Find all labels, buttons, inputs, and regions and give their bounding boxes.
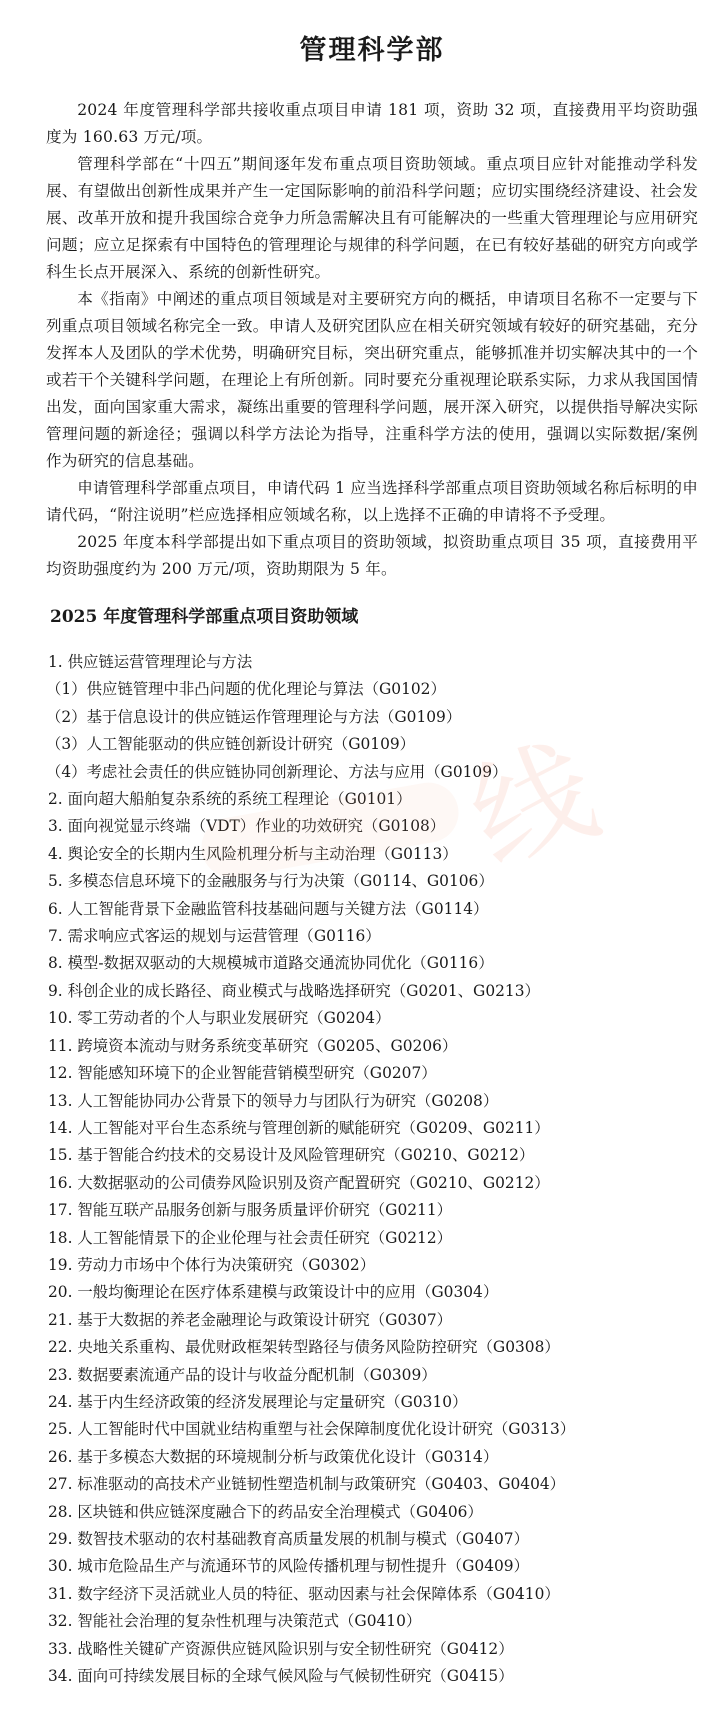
list-item: 10. 零工劳动者的个人与职业发展研究（G0204）	[48, 1009, 391, 1028]
list-item: 15. 基于智能合约技术的交易设计及风险管理研究（G0210、G0212）	[48, 1146, 535, 1165]
section-title: 2025 年度管理科学部重点项目资助领域	[50, 607, 359, 627]
list-item: 30. 城市危险品生产与流通环节的风险传播机理与韧性提升（G0409）	[48, 1557, 529, 1576]
list-item: 8. 模型-数据双驱动的大规模城市道路交通流协同优化（G0116）	[48, 954, 494, 973]
list-item: 23. 数据要素流通产品的设计与收益分配机制（G0309）	[48, 1365, 437, 1384]
list-item: 3. 面向视觉显示终端（VDT）作业的功效研究（G0108）	[48, 817, 446, 836]
list-item: 19. 劳动力市场中个体行为决策研究（G0302）	[48, 1255, 376, 1274]
list-item: 2. 面向超大船舶复杂系统的系统工程理论（G0101）	[48, 790, 412, 809]
list-item: 25. 人工智能时代中国就业结构重塑与社会保障制度优化设计研究（G0313）	[48, 1420, 576, 1439]
list-item: 4. 舆论安全的长期内生风险机理分析与主动治理（G0113）	[48, 844, 458, 863]
funding-areas-list	[46, 649, 698, 1690]
list-item: 29. 数智技术驱动的农村基础教育高质量发展的机制与模式（G0407）	[48, 1530, 529, 1548]
paragraph-3: 本《指南》中阐述的重点项目领域是对主要研究方向的概括，申请项目名称不一定要与下列重点项目领域名称完全一致。申请人及研究团队应在相关研究领域有较好的研究基础，充分发挥本人及团队的学术优势，明确研究目标，突出研究重点，能够抓准并切实解决其中的一个或若干个关键科学问题，在理论上有所创新。同时要充分重视理论联系实际，力求从我国国情出发，面向国家重大需求，凝练出重要的管理科学问题，展开深入研究，以提供指导解决实际管理问题的新途径；强调以科学方法论为指导，注重科学方法的使用，强调以实际数据/案例作为研究的信息基础。	[46, 290, 698, 470]
paragraph-4: 申请管理科学部重点项目，申请代码 1 应当选择科学部重点项目资助领域名称后标明的申请代码，“附注说明”栏应选择相应领域名称，以上选择不正确的申请将不予受理。	[46, 479, 698, 524]
list-item: 7. 需求响应式客运的规划与运营管理（G0116）	[48, 927, 381, 946]
list-item: 16. 大数据驱动的公司债券风险识别及资产配置研究（G0210、G0212）	[48, 1173, 550, 1192]
list-item: 33. 战略性关键矿产资源供应链风险识别与安全韧性研究（G0412）	[48, 1639, 514, 1658]
page-title: 管理科学部	[299, 35, 445, 66]
paragraph-2: 管理科学部在“十四五”期间逐年发布重点项目资助领域。重点项目应针对能推动学科发展、有望做出创新性成果并产生一定国际影响的前沿科学问题；应切实围绕经济建设、社会发展、改革开放和提升我国综合竞争力所急需解决且有可能解决的一些重大管理理论与应用研究问题；应立足探索有中国特色的管理理论与规律的科学问题，在已有较好基础的研究方向或学科生长点开展深入、系统的创新性研究。	[46, 155, 698, 281]
paragraph-1: 2024 年度管理科学部共接收重点项目申请 181 项，资助 32 项，直接费用平均资助强度为 160.63 万元/项。	[46, 101, 698, 146]
list-item: 12. 智能感知环境下的企业智能营销模型研究（G0207）	[48, 1064, 437, 1083]
list-item: 26. 基于多模态大数据的环境规制分析与政策优化设计（G0314）	[48, 1447, 499, 1466]
list-item: 17. 智能互联产品服务创新与服务质量评价研究（G0211）	[48, 1201, 453, 1220]
list-item: （3）人工智能驱动的供应链创新设计研究（G0109）	[46, 735, 416, 754]
list-item: 32. 智能社会治理的复杂性机理与决策范式（G0410）	[48, 1612, 422, 1631]
list-item: 31. 数字经济下灵活就业人员的特征、驱动因素与社会保障体系（G0410）	[48, 1584, 560, 1603]
list-item: 34. 面向可持续发展目标的全球气候风险与气候韧性研究（G0415）	[48, 1667, 514, 1686]
list-item: 24. 基于内生经济政策的经济发展理论与定量研究（G0310）	[48, 1392, 468, 1411]
list-item: 18. 人工智能情景下的企业伦理与社会责任研究（G0212）	[48, 1228, 453, 1247]
list-item: 22. 央地关系重构、最优财政框架转型路径与债务风险防控研究（G0308）	[48, 1338, 560, 1357]
list-item: 20. 一般均衡理论在医疗体系建模与政策设计中的应用（G0304）	[48, 1283, 499, 1302]
list-item: 21. 基于大数据的养老金融理论与政策设计研究（G0307）	[48, 1310, 453, 1329]
watermark: 线	[453, 720, 614, 892]
paragraph-5: 2025 年度本科学部提出如下重点项目的资助领域，拟资助重点项目 35 项，直接费用平均资助强度约为 200 万元/项，资助期限为 5 年。	[46, 533, 698, 578]
list-item: 27. 标准驱动的高技术产业链韧性塑造机制与政策研究（G0403、G0404）	[48, 1475, 566, 1494]
list-item: 13. 人工智能协同办公背景下的领导力与团队行为研究（G0208）	[48, 1091, 499, 1110]
list-item: （4）考虑社会责任的供应链协同创新理论、方法与应用（G0109）	[46, 762, 508, 781]
list-item: 5. 多模态信息环境下的金融服务与行为决策（G0114、G0106）	[48, 872, 494, 891]
list-item: 9. 科创企业的成长路径、商业模式与战略选择研究（G0201、G0213）	[48, 981, 540, 1000]
list-item: 11. 跨境资本流动与财务系统变革研究（G0205、G0206）	[48, 1036, 458, 1055]
list-item: （1）供应链管理中非凸问题的优化理论与算法（G0102）	[46, 680, 446, 699]
list-item: 28. 区块链和供应链深度融合下的药品安全治理模式（G0406）	[48, 1502, 483, 1521]
list-item: 1. 供应链运营管理理论与方法	[48, 653, 253, 671]
list-item: 6. 人工智能背景下金融监管科技基础问题与关键方法（G0114）	[48, 899, 489, 918]
list-item: （2）基于信息设计的供应链运作管理理论与方法（G0109）	[46, 707, 462, 726]
list-item: 14. 人工智能对平台生态系统与管理创新的赋能研究（G0209、G0211）	[48, 1118, 550, 1137]
